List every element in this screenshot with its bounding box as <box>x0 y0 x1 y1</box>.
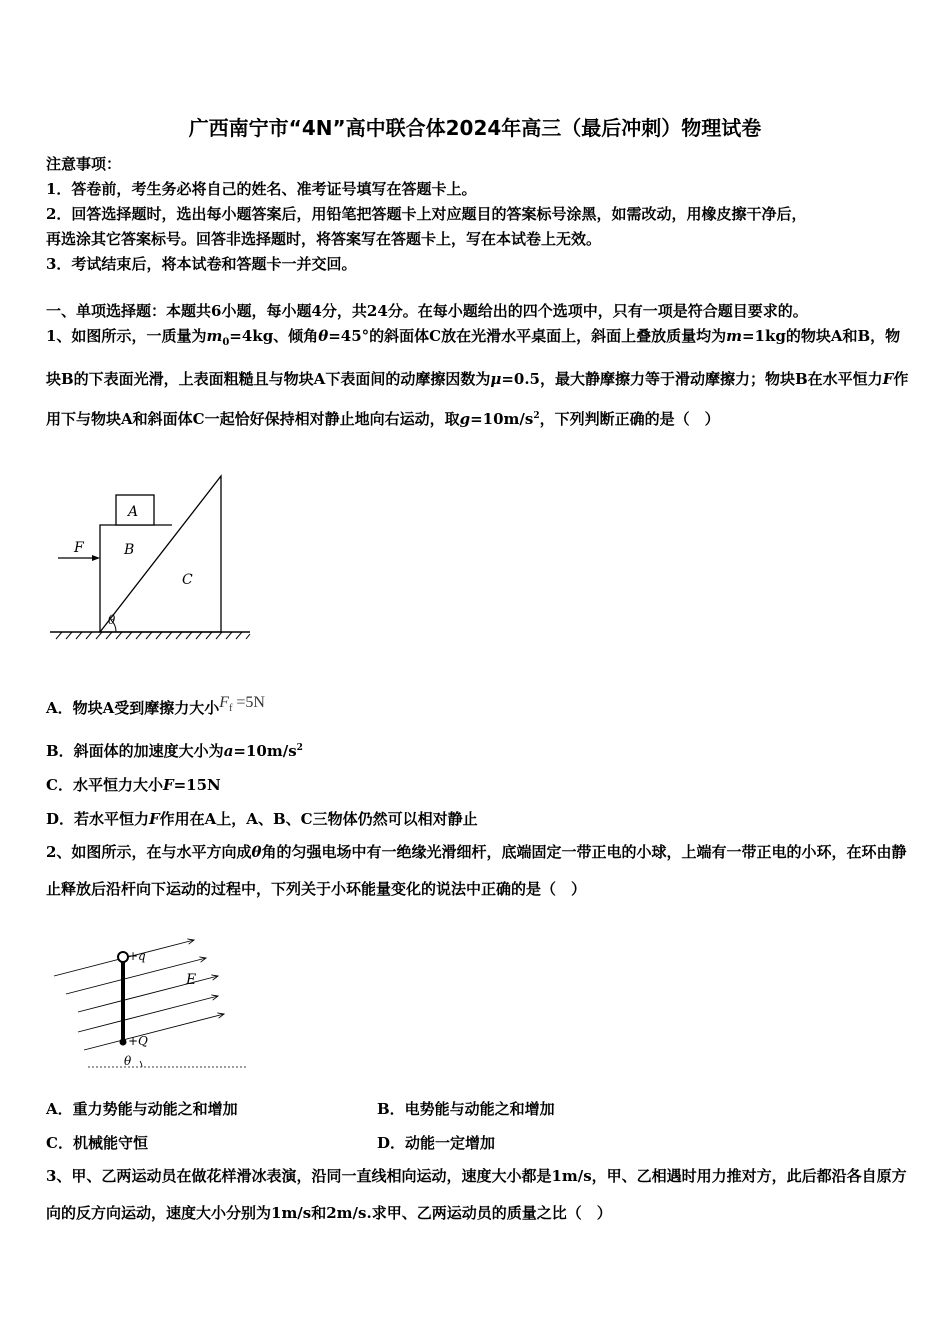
label-B: B <box>124 542 135 558</box>
label-E: E <box>186 972 197 988</box>
label-q: +q <box>128 949 146 963</box>
fixed-ball <box>120 1039 127 1046</box>
q2-option-A[interactable]: A．重力势能与动能之和增加 <box>46 1100 238 1118</box>
electric-field-figure <box>48 938 258 1073</box>
page-title: 广西南宁市“4N”高中联合体2024年高三（最后冲刺）物理试卷 <box>188 116 762 140</box>
q2-option-B[interactable]: B．电势能与动能之和增加 <box>377 1100 555 1118</box>
notice-item-1: 1．答卷前，考生务必将自己的姓名、准考证号填写在答题卡上。 <box>46 180 477 198</box>
ground-hatching <box>56 632 250 639</box>
label-theta: θ <box>124 1054 132 1068</box>
theta-arc <box>140 1061 142 1067</box>
q1-option-C[interactable]: C．水平恒力大小F=15N <box>46 776 221 794</box>
incline-figure <box>48 470 258 640</box>
question-1-stem: 1、如图所示，一质量为$m_0=4kg$、倾角θ=45°的斜面体C放在光滑水平桌面上，斜面上叠放质量均为m=1kg的物块A和B，物块B的下表面光滑，上表面粗糙且与物块A下表面间的动摩擦因数为μ=0.5，最大静摩擦力等于滑动摩擦力；物块B在水平恒力F作用下与物块A和斜面体C一起恰好保持相对静止地向右运动，取$g=10m/s^2$，下列判断正确的是（ ） <box>46 327 909 428</box>
question-3-stem: 3、甲、乙两运动员在做花样滑冰表演，沿同一直线相向运动，速度大小都是1m/s，甲、乙相遇时用力推对方，此后都沿各自原方向的反方向运动，速度大小分别为1m/s和2m/s.求甲、乙两运动员的质量之比（ ） <box>46 1167 907 1222</box>
notice-heading: 注意事项： <box>46 155 122 173</box>
q2-option-D[interactable]: D．动能一定增加 <box>377 1134 496 1152</box>
notice-item-3: 3．考试结束后，将本试卷和答题卡一并交回。 <box>46 255 357 273</box>
q1-option-A[interactable]: A．物块A受到摩擦力大小$F_f =5N$ <box>46 694 265 717</box>
ring <box>118 952 128 962</box>
notice-item-2: 2．回答选择题时，选出每小题答案后，用铅笔把答题卡上对应题目的答案标号涂黑，如需改动，用橡皮擦干净后， <box>46 205 807 223</box>
force-arrowhead <box>92 555 100 561</box>
label-A: A <box>128 504 139 520</box>
notice-item-2-cont: 再选涂其它答案标号。回答非选择题时，将答案写在答题卡上，写在本试卷上无效。 <box>46 230 602 248</box>
section-heading: 一、单项选择题：本题共6小题，每小题4分，共24分。在每小题给出的四个选项中，只有一项是符合题目要求的。 <box>46 302 808 320</box>
label-C: C <box>182 572 193 588</box>
label-theta: θ <box>108 613 116 627</box>
q1-option-D[interactable]: D．若水平恒力F作用在A上，A、B、C三物体仍然可以相对静止 <box>46 810 478 828</box>
q1-option-B[interactable]: B．斜面体的加速度大小为$a=10m/s^2$ <box>46 742 303 760</box>
label-Q: +Q <box>128 1034 148 1048</box>
label-F: F <box>74 540 84 556</box>
q2-option-C[interactable]: C．机械能守恒 <box>46 1134 148 1152</box>
question-2-stem: 2、如图所示，在与水平方向成θ角的匀强电场中有一绝缘光滑细杆，底端固定一带正电的小球，上端有一带正电的小环，在环由静止释放后沿杆向下运动的过程中，下列关于小环能量变化的说法中正确的是（ ） <box>46 843 907 898</box>
